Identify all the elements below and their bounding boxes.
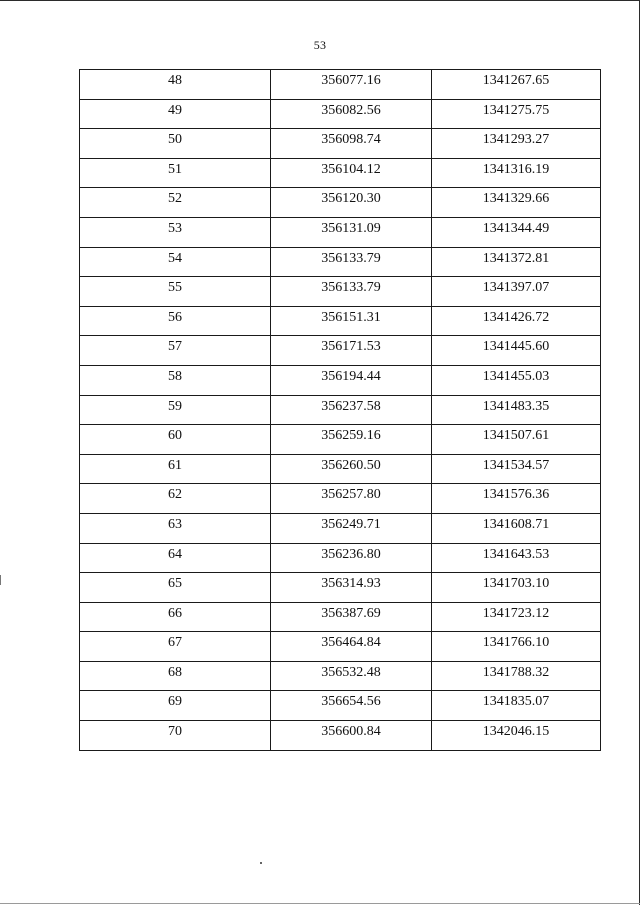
y-coordinate-cell: 1341293.27 xyxy=(432,129,601,159)
y-coordinate-cell: 1341788.32 xyxy=(432,661,601,691)
table-row xyxy=(80,188,601,218)
x-coordinate-cell: 356098.74 xyxy=(271,129,432,159)
y-coordinate-cell: 1341643.53 xyxy=(432,543,601,573)
table-row xyxy=(80,129,601,159)
point-number-cell: 54 xyxy=(80,247,271,277)
y-coordinate-cell: 1341275.75 xyxy=(432,99,601,129)
point-number-cell: 51 xyxy=(80,158,271,188)
x-coordinate-cell: 356259.16 xyxy=(271,425,432,455)
point-number-cell: 64 xyxy=(80,543,271,573)
point-number-cell: 60 xyxy=(80,425,271,455)
x-coordinate-cell: 356171.53 xyxy=(271,336,432,366)
x-coordinate-cell: 356194.44 xyxy=(271,365,432,395)
point-number-cell: 52 xyxy=(80,188,271,218)
y-coordinate-cell: 1341483.35 xyxy=(432,395,601,425)
table-row xyxy=(80,484,601,514)
point-number-cell: 69 xyxy=(80,691,271,721)
table-row xyxy=(80,395,601,425)
point-number-cell: 70 xyxy=(80,721,271,751)
y-coordinate-cell: 1341445.60 xyxy=(432,336,601,366)
point-number-cell: 48 xyxy=(80,70,271,100)
y-coordinate-cell: 1341344.49 xyxy=(432,217,601,247)
y-coordinate-cell: 1341316.19 xyxy=(432,158,601,188)
x-coordinate-cell: 356600.84 xyxy=(271,721,432,751)
y-coordinate-cell: 1341608.71 xyxy=(432,513,601,543)
y-coordinate-cell: 1341703.10 xyxy=(432,573,601,603)
x-coordinate-cell: 356133.79 xyxy=(271,247,432,277)
y-coordinate-cell: 1341507.61 xyxy=(432,425,601,455)
y-coordinate-cell: 1342046.15 xyxy=(432,721,601,751)
table-row xyxy=(80,99,601,129)
point-number-cell: 50 xyxy=(80,129,271,159)
x-coordinate-cell: 356654.56 xyxy=(271,691,432,721)
point-number-cell: 67 xyxy=(80,632,271,662)
page-number: 53 xyxy=(313,38,327,52)
x-coordinate-cell: 356237.58 xyxy=(271,395,432,425)
x-coordinate-cell: 356236.80 xyxy=(271,543,432,573)
x-coordinate-cell: 356464.84 xyxy=(271,632,432,662)
scan-speck xyxy=(260,862,262,864)
coordinate-table-body xyxy=(80,70,601,751)
point-number-cell: 61 xyxy=(80,454,271,484)
table-row xyxy=(80,573,601,603)
point-number-cell: 66 xyxy=(80,602,271,632)
y-coordinate-cell: 1341576.36 xyxy=(432,484,601,514)
scan-edge-bottom xyxy=(0,903,640,904)
x-coordinate-cell: 356387.69 xyxy=(271,602,432,632)
y-coordinate-cell: 1341455.03 xyxy=(432,365,601,395)
table-row xyxy=(80,306,601,336)
y-coordinate-cell: 1341372.81 xyxy=(432,247,601,277)
y-coordinate-cell: 1341723.12 xyxy=(432,602,601,632)
point-number-cell: 56 xyxy=(80,306,271,336)
x-coordinate-cell: 356082.56 xyxy=(271,99,432,129)
table-row xyxy=(80,247,601,277)
x-coordinate-cell: 356120.30 xyxy=(271,188,432,218)
x-coordinate-cell: 356257.80 xyxy=(271,484,432,514)
table-row xyxy=(80,721,601,751)
table-row xyxy=(80,365,601,395)
table-row xyxy=(80,513,601,543)
table-row xyxy=(80,425,601,455)
point-number-cell: 53 xyxy=(80,217,271,247)
coordinate-table xyxy=(79,69,601,751)
y-coordinate-cell: 1341329.66 xyxy=(432,188,601,218)
point-number-cell: 59 xyxy=(80,395,271,425)
x-coordinate-cell: 356104.12 xyxy=(271,158,432,188)
x-coordinate-cell: 356314.93 xyxy=(271,573,432,603)
point-number-cell: 49 xyxy=(80,99,271,129)
table-row xyxy=(80,691,601,721)
table-row xyxy=(80,602,601,632)
table-row xyxy=(80,70,601,100)
y-coordinate-cell: 1341835.07 xyxy=(432,691,601,721)
table-row xyxy=(80,454,601,484)
y-coordinate-cell: 1341267.65 xyxy=(432,70,601,100)
x-coordinate-cell: 356131.09 xyxy=(271,217,432,247)
table-row xyxy=(80,543,601,573)
x-coordinate-cell: 356260.50 xyxy=(271,454,432,484)
x-coordinate-cell: 356133.79 xyxy=(271,277,432,307)
point-number-cell: 65 xyxy=(80,573,271,603)
table-row xyxy=(80,277,601,307)
point-number-cell: 68 xyxy=(80,661,271,691)
table-row xyxy=(80,158,601,188)
point-number-cell: 57 xyxy=(80,336,271,366)
point-number-cell: 55 xyxy=(80,277,271,307)
table-row xyxy=(80,217,601,247)
y-coordinate-cell: 1341766.10 xyxy=(432,632,601,662)
table-row xyxy=(80,336,601,366)
y-coordinate-cell: 1341397.07 xyxy=(432,277,601,307)
x-coordinate-cell: 356249.71 xyxy=(271,513,432,543)
table-row xyxy=(80,632,601,662)
x-coordinate-cell: 356532.48 xyxy=(271,661,432,691)
scan-artifact-mark xyxy=(0,575,1,585)
y-coordinate-cell: 1341426.72 xyxy=(432,306,601,336)
table-row xyxy=(80,661,601,691)
point-number-cell: 58 xyxy=(80,365,271,395)
point-number-cell: 62 xyxy=(80,484,271,514)
point-number-cell: 63 xyxy=(80,513,271,543)
scan-edge-top xyxy=(0,0,640,1)
y-coordinate-cell: 1341534.57 xyxy=(432,454,601,484)
x-coordinate-cell: 356151.31 xyxy=(271,306,432,336)
x-coordinate-cell: 356077.16 xyxy=(271,70,432,100)
